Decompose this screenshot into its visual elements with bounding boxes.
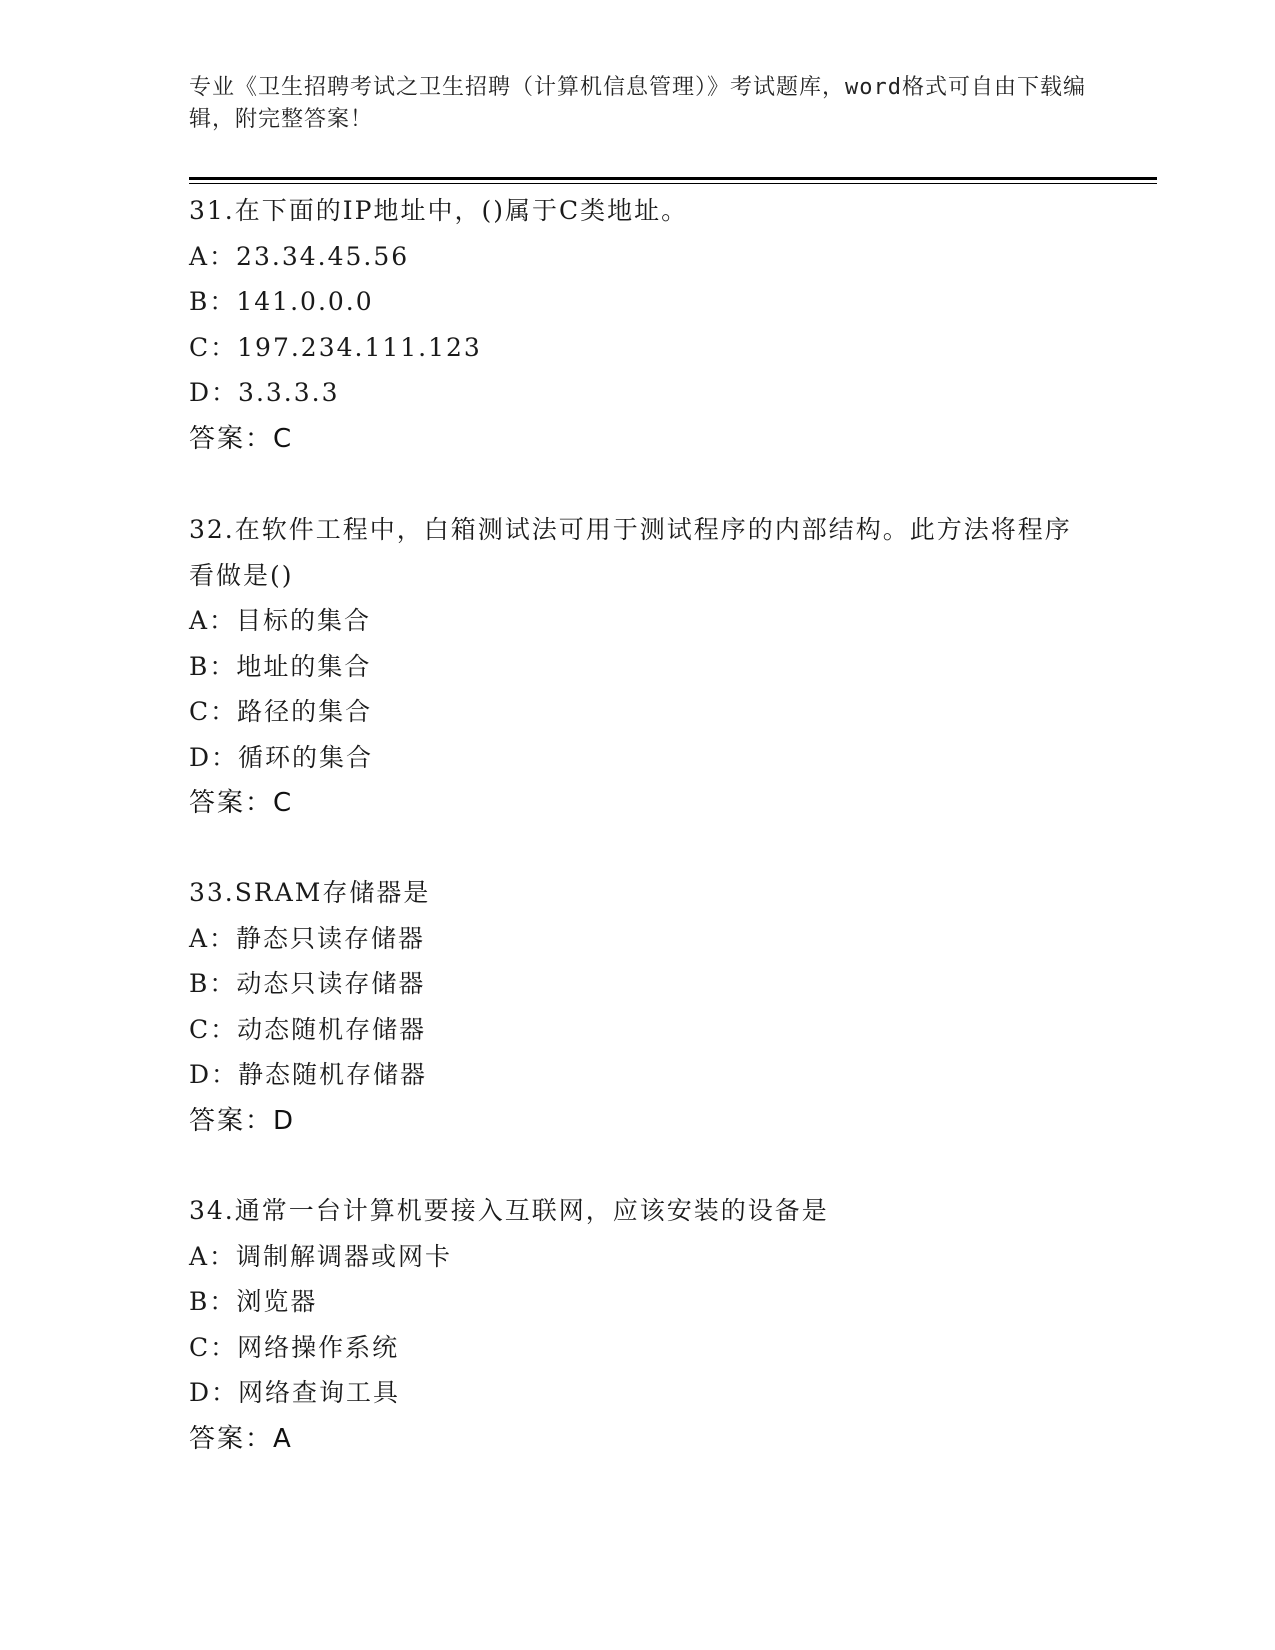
answer-value: D: [273, 1105, 294, 1136]
question-stem: 31.在下面的IP地址中，()属于C类地址。: [189, 196, 689, 225]
option-c: C：网络操作系统: [189, 1332, 400, 1362]
answer-line: [189, 416, 1089, 462]
question-31: [189, 188, 1089, 462]
answer-label: 答案：: [189, 788, 274, 818]
option-b: B：地址的集合: [189, 651, 372, 681]
intro-text: 专业《卫生招聘考试之卫生招聘（计算机信息管理）》考试题库，word格式可自由下载编辑，附完整答案！: [189, 75, 1086, 132]
answer-value: C: [273, 788, 292, 818]
question-stem: 33.SRAM存储器是: [189, 878, 431, 907]
option-c: C：路径的集合: [189, 697, 373, 726]
option-d: D：3.3.3.3: [189, 378, 340, 407]
option-c: C：197.234.111.123: [189, 332, 482, 362]
option-a: A：调制解调器或网卡: [189, 1241, 453, 1271]
answer-label: 答案：: [189, 1423, 274, 1454]
header-divider-thick: [189, 177, 1157, 180]
answer-label: 答案：: [189, 1105, 274, 1136]
option-d: D：循环的集合: [189, 742, 374, 772]
option-d: D：网络查询工具: [189, 1378, 401, 1407]
option-c: C：动态随机存储器: [189, 1014, 427, 1044]
option-d: D：静态随机存储器: [189, 1060, 428, 1089]
answer-line: [189, 1098, 1089, 1144]
question-33: [189, 870, 1089, 1144]
option-a: A：目标的集合: [189, 606, 372, 635]
answer-line: [189, 1416, 1089, 1462]
option-b: B：动态只读存储器: [189, 969, 426, 998]
question-stem: 34.通常一台计算机要接入互联网，应该安装的设备是: [189, 1196, 829, 1225]
option-b: B：浏览器: [189, 1287, 318, 1316]
question-stem: 32.在软件工程中，白箱测试法可用于测试程序的内部结构。此方法将程序看做是(): [189, 515, 1072, 590]
answer-line: [189, 780, 1089, 826]
answer-value: A: [273, 1423, 291, 1454]
option-a: A：静态只读存储器: [189, 923, 426, 953]
option-b: B：141.0.0.0: [189, 287, 374, 316]
option-a: A：23.34.45.56: [189, 241, 410, 271]
question-34: [189, 1188, 1089, 1462]
header-divider-thin: [189, 183, 1157, 184]
answer-label: 答案：: [189, 423, 274, 454]
answer-value: C: [273, 423, 292, 454]
question-32: [189, 507, 1089, 826]
